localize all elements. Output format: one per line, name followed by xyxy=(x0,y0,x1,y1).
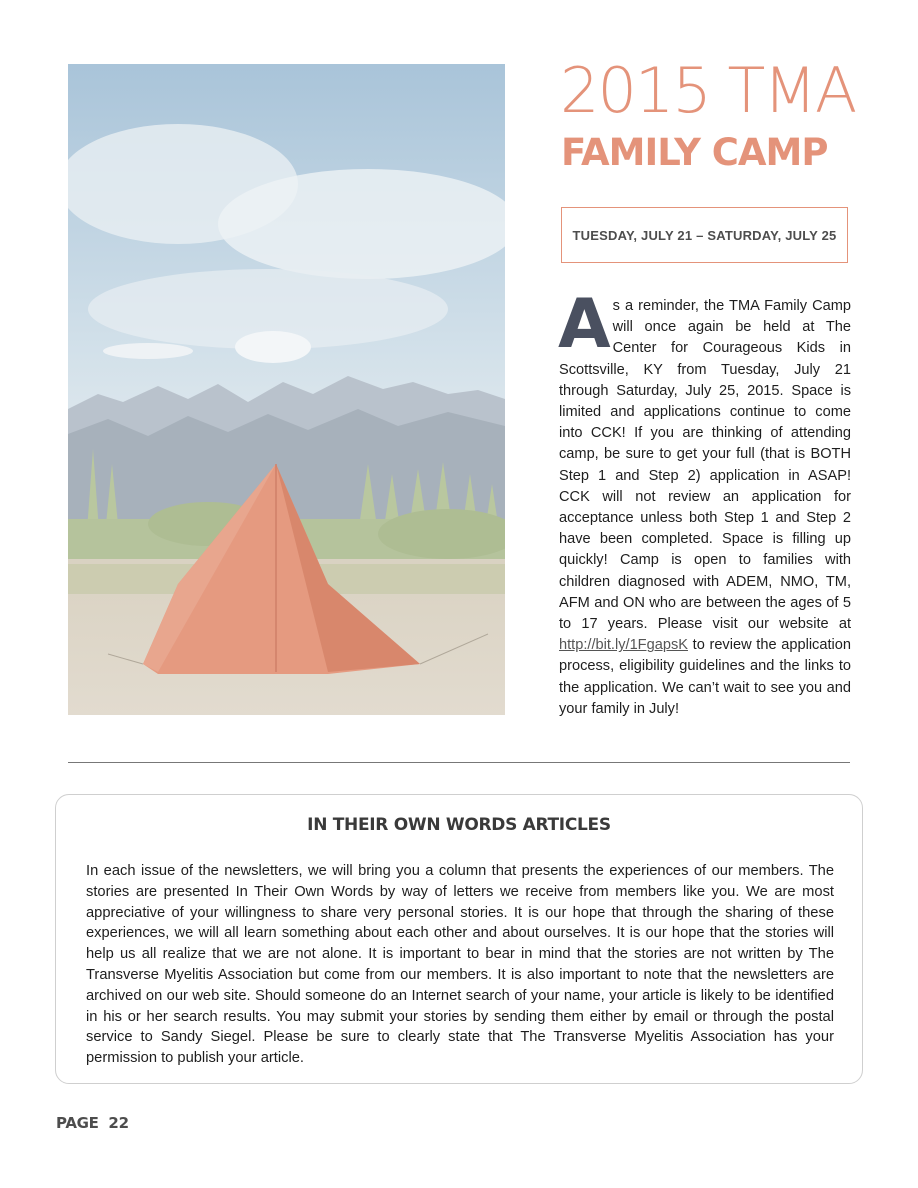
website-link[interactable]: http://bit.ly/1FgapsK xyxy=(559,637,688,654)
section-divider xyxy=(68,762,850,763)
camp-article xyxy=(558,285,851,720)
date-box xyxy=(561,207,848,263)
title-main: FAMILY CAMP xyxy=(561,131,828,174)
article-text-end: to review the application process, eligibility guidelines and the links to the application. We can’t wait to see you and your family in July! xyxy=(559,637,851,717)
title-year: 2015 TMA xyxy=(560,54,856,127)
own-words-box xyxy=(55,794,863,1084)
own-words-title: IN THEIR OWN WORDS ARTICLES xyxy=(307,815,611,835)
tent-photo xyxy=(68,64,505,715)
camp-dates: TUESDAY, JULY 21 – SATURDAY, JULY 25 xyxy=(572,227,837,243)
drop-cap: A xyxy=(558,285,611,364)
article-text-start: s a reminder, the TMA Family Camp will once again be held at The Center for Courageous Kids in Scottsville, KY from Tuesday, July 21 through Saturday, July 25, 2015. Space is limited and applications continue to come into CCK! If you are thinking of attending camp, be sure to get your full (that is BOTH Step 1 and Step 2) application in ASAP! CCK will not review an application for acceptance unless both Step 1 and Step 2 have been completed. Space is filling up quickly! Camp is open to families with children diagnosed with ADEM, NMO, TM, AFM and ON who are between the ages of 5 to 17 years. Please visit our website at xyxy=(559,298,851,633)
page-number: PAGE 22 xyxy=(56,1114,129,1132)
own-words-body: In each issue of the newsletters, we will bring you a column that presents the experiences of our members. The stories are presented In Their Own Words by way of letters we receive from members like you. We are most appreciative of your willingness to share very personal stories. It is our hope that through the sharing of these experiences, we will all learn something about each other and about ourselves. It is our hope that the stories will help us all realize that we are not alone. It is important to bear in mind that the stories are not written by The Transverse Myelitis Association but come from our members. It is also important to note that the newsletters are archived on our web site. Should someone do an Internet search of your name, your article is likely to be identified in his or her search results. You may submit your stories by sending them either by email or through the postal service to Sandy Siegel. Please be sure to clearly state that The Transverse Myelitis Association has your permission to publish your article. xyxy=(86,863,834,1067)
